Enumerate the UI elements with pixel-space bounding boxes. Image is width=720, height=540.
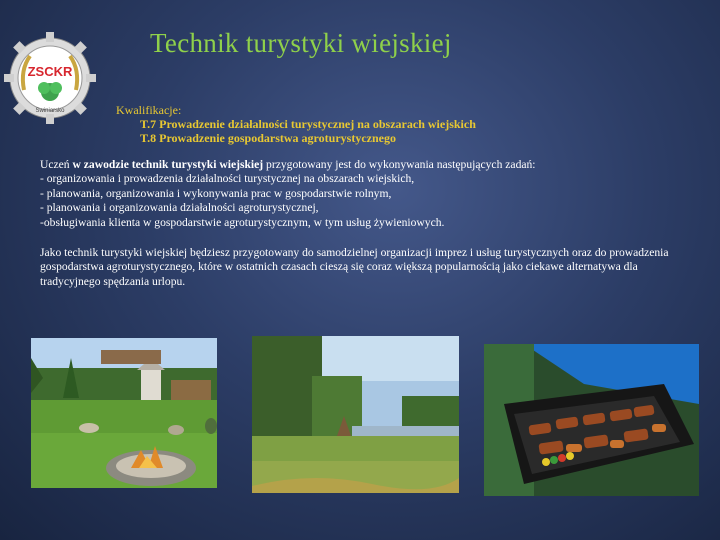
- task-item: -obsługiwania klienta w gospodarstwie agroturystycznym, w tym usług żywieniowych.: [40, 215, 445, 229]
- task-item: - planowania, organizowania i wykonywania prac w gospodarstwie rolnym,: [40, 186, 392, 200]
- qualification-item: T.8 Prowadzenie gospodarstwa agroturystycznego: [140, 131, 396, 145]
- description-paragraph: Jako technik turystyki wiejskiej będziesz przygotowany do samodzielnej organizacji imprez i usług turystycznych oraz do prowadzenia gospodarstwa agroturystycznego, które w ostatnich czasach cieszą się coraz większą popularnością jako ciekawe alternatywa dla tradycyjnego spędzania urlopu.: [40, 246, 669, 288]
- qualifications-block: [116, 103, 476, 145]
- intro-suffix: przygotowany jest do wykonywania następujących zadań:: [263, 158, 536, 171]
- campfire-garden-photo: [31, 338, 217, 488]
- task-item: - organizowania i prowadzenia działalności turystycznej na obszarach wiejskich,: [40, 172, 415, 186]
- intro-bold: w zawodzie technik turystyki wiejskiej: [72, 158, 264, 171]
- meadow-lake-photo: [252, 336, 459, 493]
- qualifications-label: Kwalifikacje:: [116, 103, 182, 117]
- intro-line: [40, 158, 688, 172]
- school-gear-logo-icon: [2, 30, 98, 126]
- logo-subtext: Swiniarsko: [35, 108, 65, 114]
- slide-title: Technik turystyki wiejskiej: [150, 28, 452, 58]
- logo-text: ZSCKR: [27, 64, 73, 79]
- qualification-item: T.7 Prowadzenie działalności turystycznej na obszarach wiejskich: [140, 117, 476, 131]
- intro-prefix: Uczeń: [40, 158, 73, 171]
- barbecue-grill-photo: [484, 344, 699, 496]
- task-item: - planowania i organizowania działalności agroturystycznej,: [40, 201, 319, 215]
- slide-body: [40, 158, 688, 289]
